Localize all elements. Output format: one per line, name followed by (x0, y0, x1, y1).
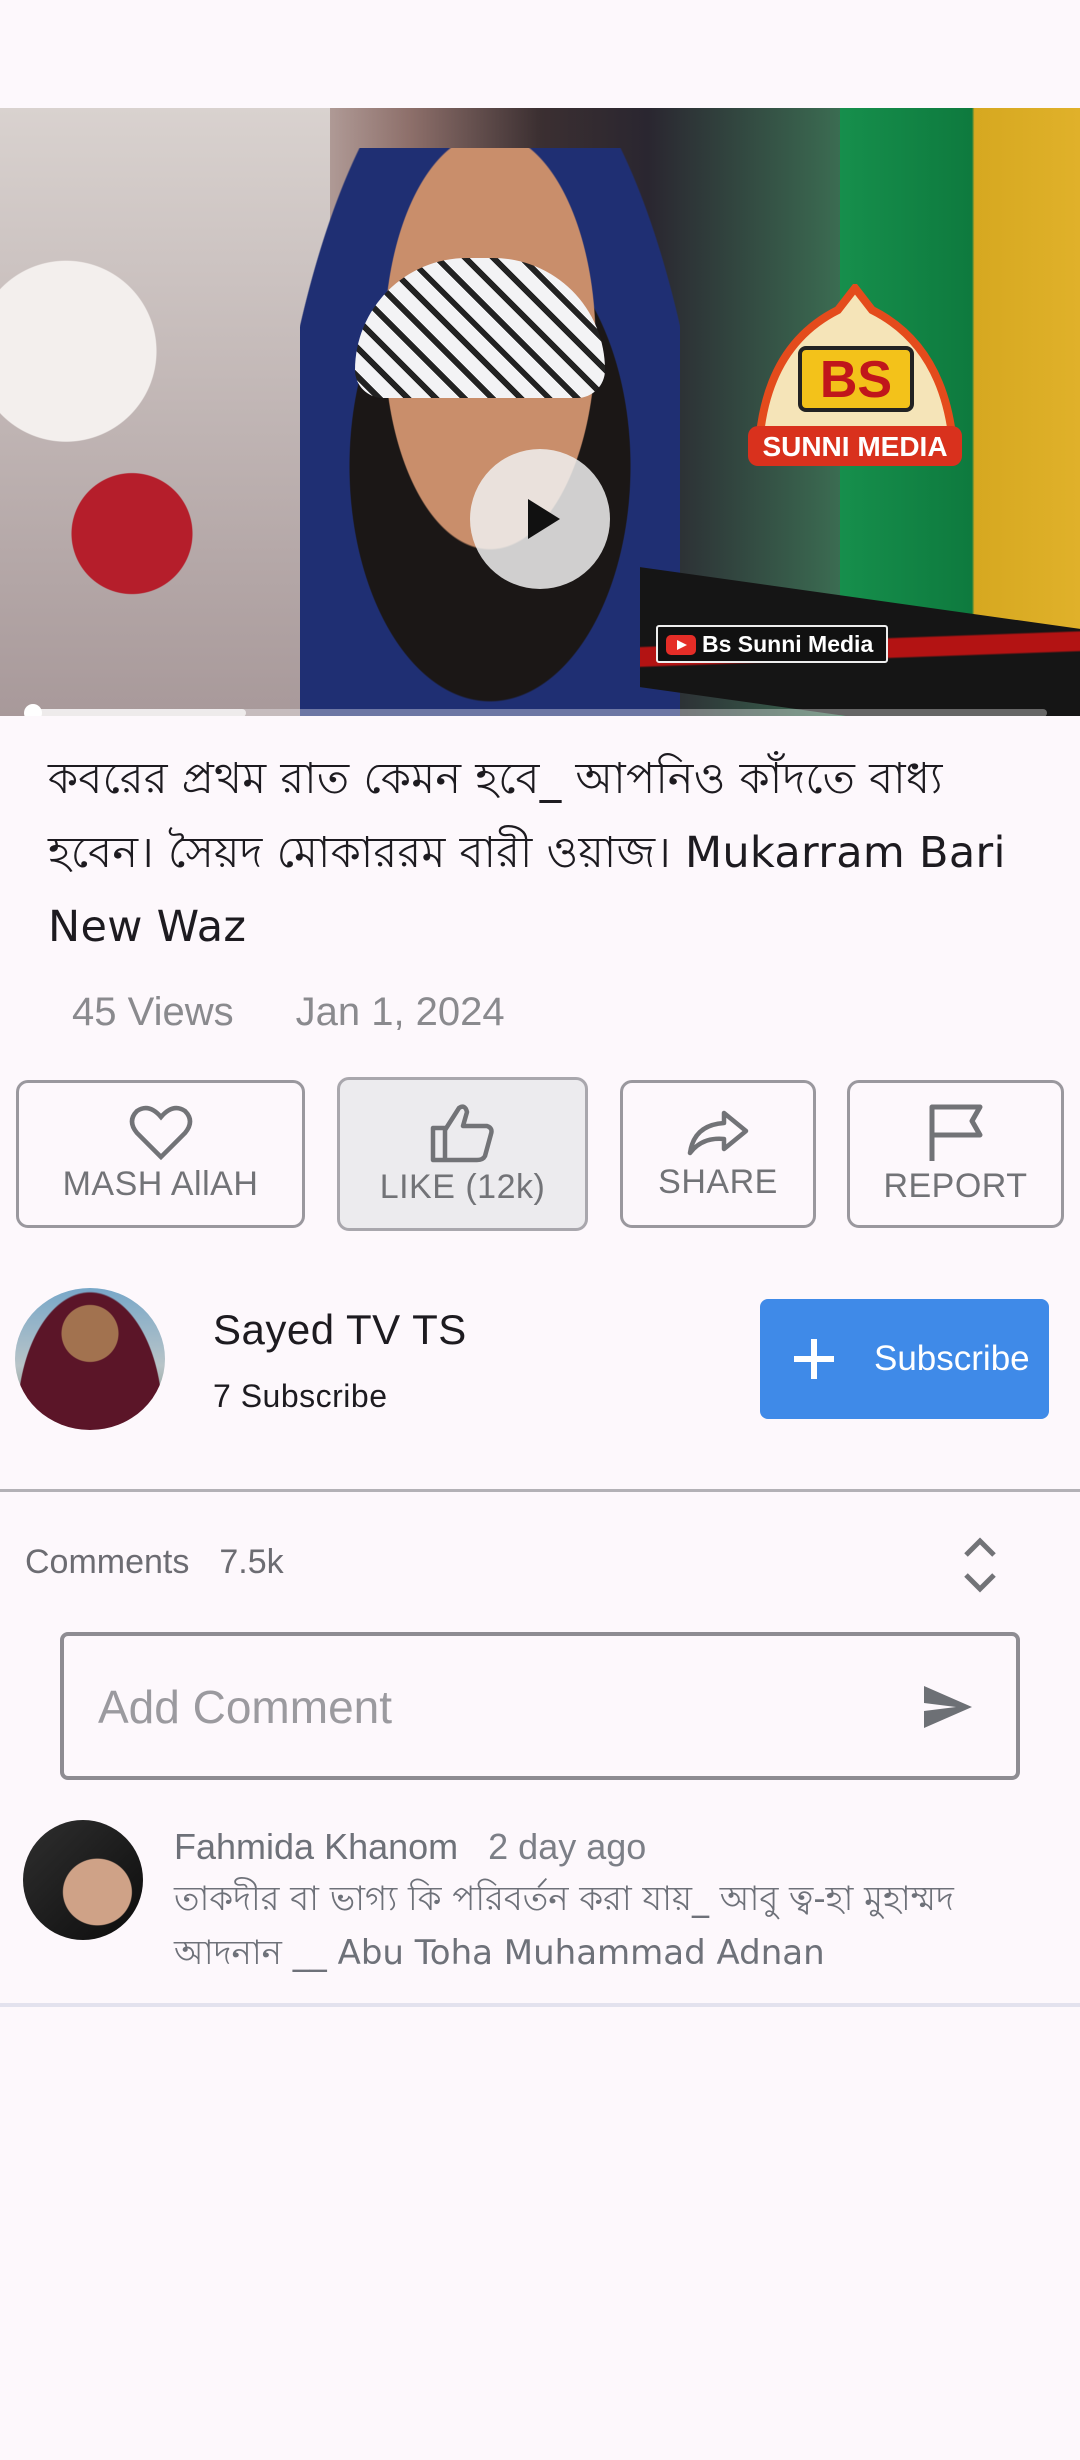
divider (0, 2003, 1080, 2007)
like-label: LIKE (12k) (379, 1167, 546, 1206)
mashallah-button[interactable] (16, 1080, 305, 1228)
video-frame-background (0, 108, 330, 716)
upload-date: Jan 1, 2024 (295, 990, 505, 1034)
share-button[interactable] (620, 1080, 816, 1228)
video-frame-speaker (300, 148, 680, 716)
report-label: REPORT (883, 1166, 1028, 1205)
comment-text: তাকদীর বা ভাগ্য কি পরিবর্তন করা যায়_ আবু ত্ব-হা মুহাম্মদ আদনান __ Abu Toha Muhammad Adnan (174, 1879, 954, 1973)
seek-bar-handle[interactable] (24, 704, 42, 716)
thumbs-up-icon (429, 1102, 497, 1164)
center-play-button[interactable] (470, 449, 610, 589)
channel-name[interactable]: Sayed TV TS (213, 1306, 467, 1353)
seek-bar-buffered (33, 709, 246, 716)
add-comment-input[interactable] (60, 1632, 1020, 1780)
plus-icon (790, 1335, 838, 1383)
seek-bar[interactable] (33, 709, 1047, 716)
flag-icon (926, 1103, 986, 1163)
share-icon (686, 1107, 750, 1159)
like-button[interactable] (337, 1077, 588, 1231)
comments-label: Comments (25, 1543, 190, 1581)
comment-author[interactable]: Fahmida Khanom (174, 1826, 459, 1867)
comments-header (25, 1543, 284, 1582)
commenter-avatar[interactable] (23, 1820, 143, 1940)
svg-text:BS: BS (819, 351, 893, 409)
channel-avatar[interactable] (15, 1288, 165, 1430)
comments-count: 7.5k (219, 1543, 284, 1581)
youtube-icon (666, 635, 696, 655)
heart-icon (129, 1105, 193, 1161)
video-title: কবরের প্রথম রাত কেমন হবে_ আপনিও কাঁদতে বাধ্য হবেন। সৈয়দ মোকাররম বারী ওয়াজ। Mukarram Bari New Waz (48, 754, 1006, 952)
report-button[interactable] (847, 1080, 1064, 1228)
comment-time: 2 day ago (488, 1826, 647, 1867)
view-count: 45 Views (72, 990, 234, 1034)
video-player[interactable] (0, 108, 1080, 716)
expand-sort-icon[interactable] (960, 1533, 1000, 1597)
send-icon[interactable] (922, 1684, 974, 1730)
add-comment-placeholder: Add Comment (98, 1681, 393, 1733)
subscribe-label: Subscribe (874, 1339, 1030, 1378)
video-meta (72, 990, 505, 1035)
share-label: SHARE (658, 1162, 778, 1201)
divider (0, 1489, 1080, 1492)
svg-text:SUNNI MEDIA: SUNNI MEDIA (762, 431, 948, 462)
status-bar (0, 0, 1080, 108)
play-icon (508, 487, 572, 551)
mashallah-label: MASH AllAH (62, 1164, 259, 1203)
bs-sunni-media-logo (740, 284, 970, 474)
channel-watermark (656, 625, 888, 663)
channel-watermark-text: Bs Sunni Media (702, 631, 874, 657)
comment-header (174, 1826, 646, 1868)
subscriber-count: 7 Subscribe (213, 1378, 388, 1414)
subscribe-button[interactable] (760, 1299, 1049, 1419)
